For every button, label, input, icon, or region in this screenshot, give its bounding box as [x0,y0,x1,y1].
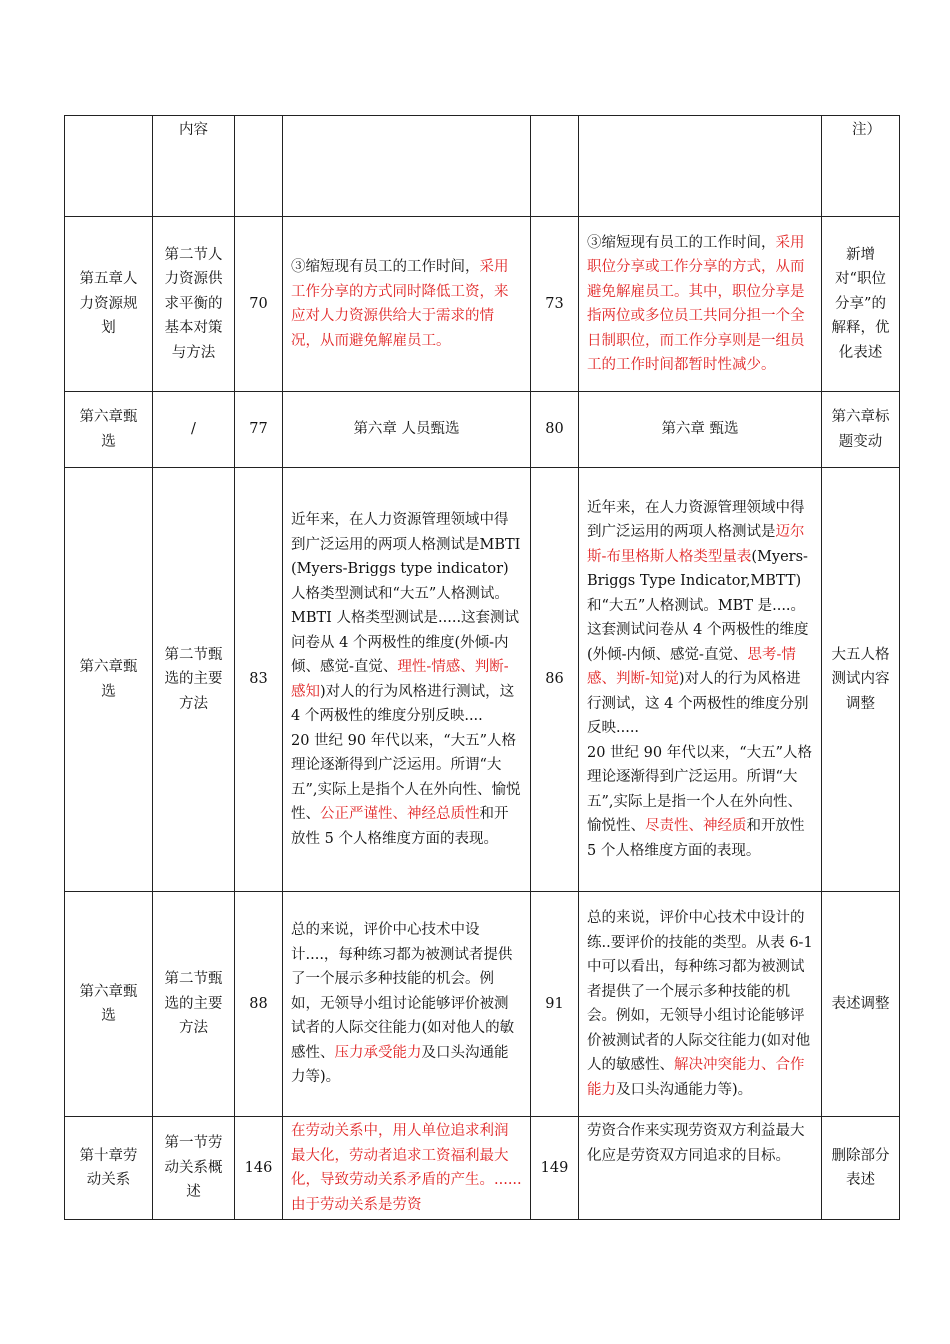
text-segment: 及口头沟通能力等)。 [291,1044,509,1086]
old-text-cell [283,217,531,392]
highlighted-text: 理性-情感、判断-感知 [291,659,509,700]
table-row [65,392,900,468]
section-cell: 第一节劳动关系概述 [153,1117,235,1220]
old-text-cell [283,1117,531,1220]
table-row [65,468,900,892]
old-text-cell [283,468,531,892]
text-segment: 和开放性 5 个人格维度方面的表现。 [587,818,805,859]
text-segment: 总的来说，评价中心技术中设计....，每种练习都为被测试者提供了一个展示多种技能的机会。例如，无领导小组讨论能够评价被测试者的人际交往能力(如对他人的敏感性、 [291,922,515,1061]
revision-table [64,115,900,1220]
section-cell: 第二节人力资源供求平衡的基本对策与方法 [153,217,235,392]
note-cell: 表述调整 [822,892,900,1117]
section-cell: 第二节甄选的主要方法 [153,468,235,892]
table-row [65,217,900,392]
note-cell: 新增对“职位分享”的解释，优化表述 [822,217,900,392]
table-row [65,116,900,217]
highlighted-text: 迈尔斯-布里格斯人格类型量表 [587,524,805,565]
new-page-cell: 86 [531,468,579,892]
text-segment: ③缩短现有员工的工作时间， [587,234,776,251]
highlighted-text: 解决冲突能力、合作能力 [587,1057,805,1098]
new-text-cell [579,116,822,217]
old-page-cell: 83 [235,468,283,892]
new-page-cell [531,116,579,217]
new-text-cell [579,392,822,468]
old-page-cell: 70 [235,217,283,392]
text-segment: 20 世纪 90 年代以来，“大五”人格理论逐渐得到广泛运用。所谓“大五”,实际上是指个人在外向性、愉悦性、 [291,732,521,822]
new-text-cell [579,217,822,392]
new-text-cell [579,468,822,892]
highlighted-text: 尽责性、神经质 [645,818,747,835]
highlighted-text: 采用工作分享的方式同时降低工资，来应对人力资源供给大于需求的情况，从而避免解雇员工。 [291,259,509,349]
text-segment: 20 世纪 90 年代以来，“大五”人格理论逐渐得到广泛运用。所谓“大五”,实际上是指一个人在外向性、愉悦性、 [587,744,813,835]
highlighted-text: 思考-情感、判断-知觉 [587,646,796,688]
old-text-cell [283,892,531,1117]
text-segment: 近年来，在人力资源管理领域中得到广泛运用的两项人格测试是 [587,499,805,541]
chapter-cell: 第六章甄选 [65,392,153,468]
note-cell: 第六章标题变动 [822,392,900,468]
note-cell: 删除部分表述 [822,1117,900,1220]
chapter-cell: 第六章甄选 [65,892,153,1117]
new-page-cell: 149 [531,1117,579,1220]
new-page-cell: 73 [531,217,579,392]
new-text-cell [579,892,822,1117]
old-page-cell [235,116,283,217]
section-cell: 内容 [153,116,235,217]
text-segment: ③缩短现有员工的工作时间， [291,259,480,275]
highlighted-text: 在劳动关系中，用人单位追求利润最大化，劳动者追求工资福利最大化，导致劳动关系矛盾的产生。......由于劳动关系是劳资 [291,1123,522,1213]
text-segment: 及口头沟通能力等)。 [616,1081,753,1098]
chapter-cell: 第六章甄选 [65,468,153,892]
note-cell: 大五人格测试内容调整 [822,468,900,892]
old-page-cell: 146 [235,1117,283,1220]
section-cell: / [153,392,235,468]
new-page-cell: 91 [531,892,579,1117]
highlighted-text: 公正严谨性、神经总质性 [320,806,480,822]
old-page-cell: 77 [235,392,283,468]
text-segment: 劳资合作来实现劳资双方利益最大化应是劳资双方同追求的目标。 [587,1123,805,1164]
text-segment: (Myers-Briggs Type Indicator,MBTT)和“大五”人格测试。MBT 是....。这套测试问卷从 4 个两极性的维度(外倾-内倾、感觉-直觉、 [587,548,809,663]
text-segment: )对人的行为风格进行测试，这 4 个两极性的维度分别反映..... [587,671,809,737]
text-segment: 第六章 人员甄选 [353,421,460,438]
section-cell: 第二节甄选的主要方法 [153,892,235,1117]
table-row [65,892,900,1117]
text-segment: 总的来说，评价中心技术中设计的练..要评价的技能的类型。从表 6-1 中可以看出，每种练习都为被测试者提供了一个展示多种技能的机会。例如，无领导小组讨论能够评价被测试者的人际交往能力(如对他人的敏感性、 [587,910,813,1073]
chapter-cell [65,116,153,217]
text-segment: 近年来，在人力资源管理领域中得到广泛运用的两项人格测试是MBTI(Myers-Briggs type indicator)人格类型测试和“大五”人格测试。MBTI 人格类型测试是.....这套测试问卷从 4 个两极性的维度(外倾-内倾、感觉-直觉、 [291,512,521,675]
new-page-cell: 80 [531,392,579,468]
table-row [65,1117,900,1220]
text-segment: 和开放性 5 个人格维度方面的表现。 [291,806,509,847]
highlighted-text: 压力承受能力 [334,1044,422,1061]
chapter-cell: 第十章劳动关系 [65,1117,153,1220]
note-cell: 注） [822,116,900,217]
old-text-cell [283,392,531,468]
text-segment: 第六章 甄选 [661,421,739,438]
old-page-cell: 88 [235,892,283,1117]
new-text-cell [579,1117,822,1220]
text-segment: )对人的行为风格进行测试，这 4 个两极性的维度分别反映.... [291,683,515,724]
highlighted-text: 采用职位分享或工作分享的方式，从而避免解雇员工。其中，职位分享是指两位或多位员工共同分担一个全日制职位，而工作分享则是一组员工的工作时间都暂时性减少。 [587,234,805,373]
old-text-cell [283,116,531,217]
chapter-cell: 第五章人力资源规划 [65,217,153,392]
